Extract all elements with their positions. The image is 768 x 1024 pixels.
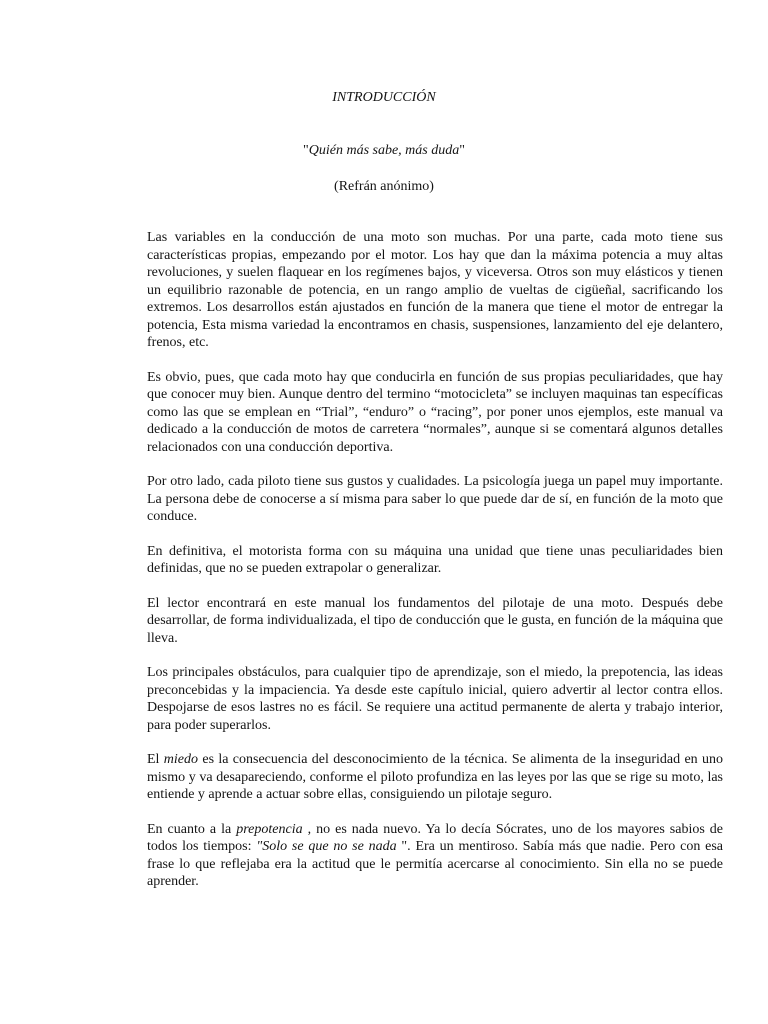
socrates-quote: "Solo se que no se nada [256, 839, 397, 854]
paragraph-4: En definitiva, el motorista forma con su máquina una unidad que tiene unas peculiaridades bien definidas, que no se pueden extrapolar o generalizar. [147, 543, 723, 576]
quote-source: (Refrán anónimo) [334, 179, 434, 194]
paragraph-3: Por otro lado, cada piloto tiene sus gustos y cualidades. La psicología juega un papel muy importante. La persona debe de conocerse a sí misma para saber lo que puede dar de sí, en función de la moto que conduce. [147, 474, 723, 524]
paragraph-7-text-a: El [147, 752, 164, 767]
paragraph-5: El lector encontrará en este manual los fundamentos del pilotaje de una moto. Después debe desarrollar, de forma individualizada, el tipo de conducción que le gusta, en función de la máquina que lleva. [147, 595, 723, 646]
quote-open-mark: " [303, 143, 309, 158]
paragraph-8-text-a: En cuanto a la [147, 821, 237, 837]
quote-text: Quién más sabe, más duda [308, 143, 460, 158]
quote-close-mark: " [459, 143, 465, 158]
paragraph-7-text-b: es la consecuencia del desconocimiento de la técnica. Se alimenta de la inseguridad en uno mismo y va desapareciendo, conforme el piloto profundiza en las leyes por las que se rige su moto, las entiende y aprende a actuar sobre ellas, consiguiendo un pilotaje seguro. [147, 752, 723, 802]
page-title: INTRODUCCIÓN [332, 90, 436, 105]
emphasis-prepotencia: prepotencia [236, 821, 303, 837]
paragraph-1: Las variables en la conducción de una moto son muchas. Por una parte, cada moto tiene sus características propias, empezando por el motor. Los hay que dan la máxima potencia a muy altas revoluciones, y suelen flaquear en los regímenes bajos, y viceversa. Otros son muy elásticos y tienen un equilibrio razonable de potencia, en un rango amplio de vueltas de cigüeñal, sacrificando los extremos. Los desarrollos están ajustados en función de la manera que tiene el motor de entregar la potencia, Esta misma variedad la encontramos en chasis, suspensiones, lanzamiento del eje delantero, frenos, etc. [147, 230, 723, 350]
paragraph-8 [147, 821, 723, 891]
paragraph-8-text-c: ". Era un mentiroso. Sabía más que nadie. Pero con esa frase lo que reflejaba era la actitud que le permitía acercarse al conocimiento. Sin ella no se puede aprender. [147, 839, 724, 889]
paragraph-7 [147, 751, 723, 804]
paragraph-6: Los principales obstáculos, para cualquier tipo de aprendizaje, son el miedo, la prepotencia, las ideas preconcebidas y la impaciencia. Ya desde este capítulo inicial, quiero advertir al lector contra ellos. Despojarse de esos lastres no es fácil. Se requiere una actitud permanente de alerta y trabajo interior, para poder superarlos. [147, 665, 723, 733]
paragraph-2: Es obvio, pues, que cada moto hay que conducirla en función de sus propias peculiaridades, que hay que conocer muy bien. Aunque dentro del termino “motocicleta” se incluyen maquinas tan específicas como las que se emplean en “Trial”, “enduro” o “racing”, por poner unos ejemplos, este manual va dedicado a la conducción de motos de carretera “normales”, aunque si se comentará algunos detalles relacionados con una conducción deportiva. [147, 369, 723, 455]
emphasis-miedo: miedo [163, 752, 199, 767]
epigraph-quote [0, 142, 768, 159]
document-body [147, 229, 723, 908]
paragraph-8-text-b: , no es nada nuevo. Ya lo decía Sócrates, uno de los mayores sabios de todos los tiempos: [147, 821, 724, 854]
